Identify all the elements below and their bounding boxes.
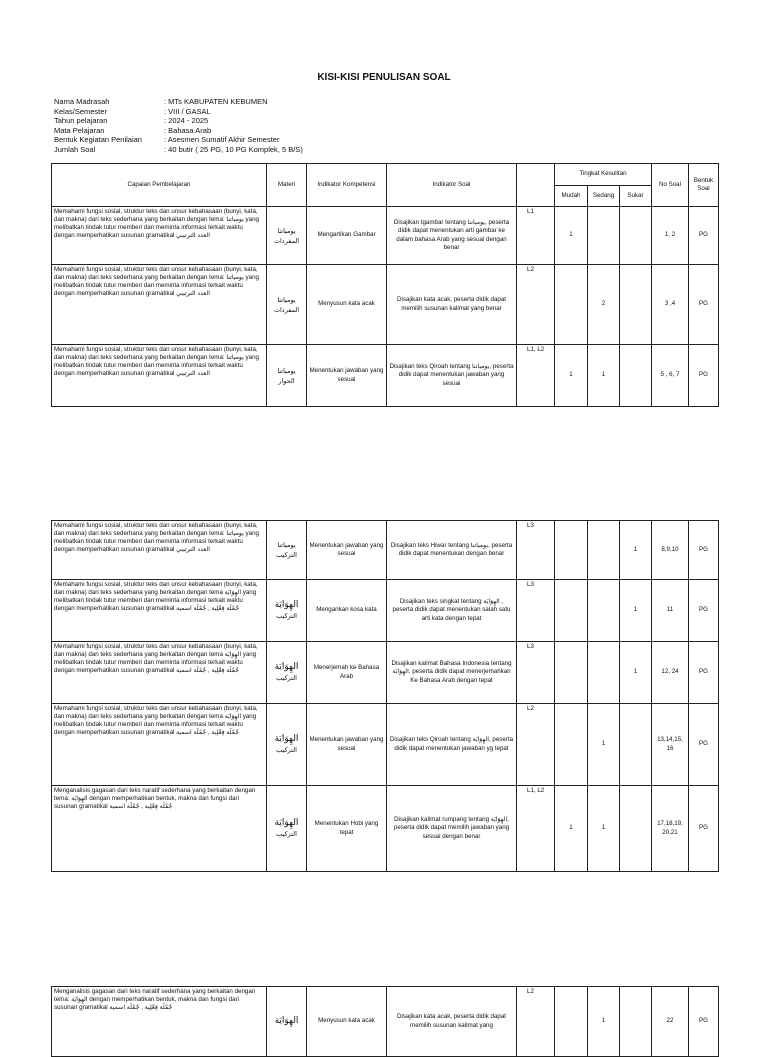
mudah-cell <box>555 987 588 1057</box>
materi-sub: التركيب <box>276 746 297 754</box>
indikator-soal-cell: Disajikan kalimat rumpang tentang الهِوَايَة, peserta didik dapat memilih jawaban yang sesuai dengan benar <box>387 786 517 872</box>
sukar-cell: 1 <box>620 580 652 642</box>
materi-tema: يومياتنا <box>277 541 296 549</box>
materi-text <box>269 366 304 386</box>
header-bentuk-soal: Bentuk Soal <box>689 164 719 207</box>
no-soal-cell: 13,14,15, 16 <box>652 704 689 786</box>
no-soal-cell: 12, 24 <box>652 642 689 704</box>
header-sukar: Sukar <box>620 186 652 207</box>
level-cell: L2 <box>517 265 555 345</box>
table-body <box>52 987 719 1057</box>
table-row <box>52 521 719 580</box>
capaian-cell: Memahami fungsi sosial, struktur teks dan unsur kebahasaan (bunyi, kata, dan makna) dari teks sederhana yang berkaitan dengan tema الهِوَايَة yang melibatkan tindak tutur memberi dan meminta informasi terkait waktu dengan memperhatikan susunan gramatikal جُمْلَة فِعْلِية , جُمْلَة اسمية <box>52 580 267 642</box>
level-cell: L1, L2 <box>517 345 555 407</box>
table-row <box>52 786 719 872</box>
materi-tema: الهِوَايَة <box>274 1016 299 1026</box>
level-cell: L2 <box>517 987 555 1057</box>
bentuk-soal-cell: PG <box>689 521 719 580</box>
indikator-kompetensi-cell: Mengarikan kosa kata <box>307 580 387 642</box>
materi-sub: التركيب <box>276 612 297 620</box>
sedang-cell <box>588 207 620 265</box>
indikator-kompetensi-cell: Menyusun kata acak <box>307 265 387 345</box>
sedang-cell <box>588 580 620 642</box>
sedang-cell: 1 <box>588 704 620 786</box>
materi-text <box>269 1016 304 1027</box>
info-row: Bentuk Kegiatan Penilaian : Asesmen Sumatif Akhir Semester <box>54 135 280 145</box>
mudah-cell <box>555 642 588 704</box>
indikator-kompetensi-cell: Mengartikan Gambar <box>307 207 387 265</box>
sukar-cell <box>620 704 652 786</box>
materi-tema: يومياتنا <box>277 226 296 235</box>
sedang-cell: 1 <box>588 786 620 872</box>
header-no-soal: No Soal <box>652 164 689 207</box>
kisi-table <box>51 520 719 872</box>
table-body <box>52 521 719 872</box>
level-cell: L2 <box>517 704 555 786</box>
header-mudah: Mudah <box>555 186 588 207</box>
materi-text <box>269 818 304 839</box>
mudah-cell: 1 <box>555 786 588 872</box>
sukar-cell: 1 <box>620 642 652 704</box>
level-cell: L3 <box>517 580 555 642</box>
indikator-kompetensi-cell: Menerjemah ke Bahasa Arab <box>307 642 387 704</box>
info-row: Kelas/Semester : VIII / GASAL <box>54 106 211 116</box>
materi-tema: الهِوَايَة <box>274 600 299 610</box>
materi-sub: التركيب <box>276 674 297 682</box>
no-soal-cell: 3 ,4 <box>652 265 689 345</box>
sukar-cell <box>620 265 652 345</box>
indikator-soal-cell: Disajikan teks Hiwar tentang يومياتنا, peserta didik dapat menentukan dengan benar <box>387 521 517 580</box>
table-row <box>52 345 719 407</box>
indikator-soal-cell: Disajikan kalimat Bahasa Indonesia tentang الهِوَايَة, peserta didik dapat menerjemahkan Ke Bahasa Arab dengan tepat <box>387 642 517 704</box>
indikator-soal-cell: Disajikan teks Qiroah tentang يومياتنا, peserta didik dapat menentukan jawaban yang sesuai <box>387 345 517 407</box>
materi-tema: يومياتنا <box>277 295 296 304</box>
table-row <box>52 207 719 265</box>
level-cell: L3 <box>517 642 555 704</box>
header-indikator-soal: Indikator Soal <box>387 164 517 207</box>
table-row <box>52 580 719 642</box>
sukar-cell <box>620 207 652 265</box>
header-tingkat-kesulitan: Tingkat Kesulitan <box>555 164 652 186</box>
materi-cell <box>267 521 307 580</box>
materi-cell <box>267 704 307 786</box>
header-materi: Materi <box>267 164 307 207</box>
sedang-cell <box>588 521 620 580</box>
table-row <box>52 704 719 786</box>
materi-text <box>269 734 304 755</box>
indikator-soal-cell: Disajikan teks singkat tentang الهِوَايَة , peserta didik dapat menentukan salah satu arti kata dengan tepat <box>387 580 517 642</box>
materi-cell <box>267 265 307 345</box>
capaian-cell: Memahami fungsi sosial, struktur teks dan unsur kebahasaan (bunyi, kata, dan makna) dari teks sederhana yang berkaitan dengan tema: يومياتنا yang melibatkan tindak tutur memberi dan meminta informasi terkait waktu dengan memperhatikan susunan gramatikal العدد الترتيبي <box>52 521 267 580</box>
table-row <box>52 265 719 345</box>
bentuk-soal-cell: PG <box>689 704 719 786</box>
no-soal-cell: 17,18,19, 20,21 <box>652 786 689 872</box>
header-sedang: Sedang <box>588 186 620 207</box>
materi-cell <box>267 580 307 642</box>
capaian-cell: Memahami fungsi sosial, struktur teks dan unsur kebahasaan (bunyi, kata, dan makna) dari teks sederhana yang berkaitan dengan tema: يومياتنا yang melibatkan tindak tutur memberi dan meminta informasi terkait waktu dengan memperhatikan susunan gramatikal العدد الترتيبي <box>52 207 267 265</box>
bentuk-soal-cell: PG <box>689 580 719 642</box>
capaian-cell: Menganalisis gagasan dari teks naratif sederhana yang berkaitan dengan tema: الهِوَايَة dengan memperhatikan bentuk, makna dan fungsi dari susunan gramatikal جُمْلَة فِعْلِية , جُمْلَة اسمية <box>52 987 267 1057</box>
info-row: Mata Pelajaran : Bahasa Arab <box>54 125 212 135</box>
materi-sub: التركيب <box>276 830 297 838</box>
table-body <box>52 207 719 407</box>
sukar-cell: 1 <box>620 521 652 580</box>
mudah-cell: 1 <box>555 345 588 407</box>
sedang-cell: 1 <box>588 345 620 407</box>
indikator-soal-cell: Disajikan tgambar tentang يومياتنا, peserta didik dapat menentukan arti gambar ke dalam bahasa Arab yang sesuai dengan benar <box>387 207 517 265</box>
materi-tema: الهِوَايَة <box>274 818 299 828</box>
page-title: KISI-KISI PENULISAN SOAL <box>317 72 451 83</box>
capaian-cell: Memahami fungsi sosial, struktur teks dan unsur kebahasaan (bunyi, kata, dan makna) dari teks sederhana yang berkaitan dengan tema: يومياتنا yang melibatkan tindak tutur memberi dan meminta informasi terkait waktu dengan memperhatikan susunan gramatikal العدد الترتيبي <box>52 265 267 345</box>
indikator-kompetensi-cell: Menentukan jawaban yang sesuai <box>307 704 387 786</box>
bentuk-soal-cell: PG <box>689 642 719 704</box>
no-soal-cell: 8,9,10 <box>652 521 689 580</box>
sukar-cell <box>620 345 652 407</box>
bentuk-soal-cell: PG <box>689 987 719 1057</box>
info-row: Tahun pelajaran : 2024 - 2025 <box>54 116 209 126</box>
table-row <box>52 642 719 704</box>
mudah-cell <box>555 580 588 642</box>
document-info <box>54 97 303 155</box>
materi-cell <box>267 642 307 704</box>
materi-sub: المفردات <box>273 236 300 245</box>
kisi-table <box>51 163 719 407</box>
indikator-kompetensi-cell: Menentukan jawaban yang sesuai <box>307 345 387 407</box>
no-soal-cell: 22 <box>652 987 689 1057</box>
no-soal-cell: 1, 2 <box>652 207 689 265</box>
info-row: Nama Madrasah : MTs KABUPATEN KEBUMEN <box>54 97 268 106</box>
indikator-soal-cell: Disajikan kata acak, peserta didik dapat memilih susunan kalimat yang benar <box>387 265 517 345</box>
indikator-kompetensi-cell: Menentukan Hobi yang tepat <box>307 786 387 872</box>
kisi-table <box>51 986 719 1057</box>
level-cell: L1, L2 <box>517 786 555 872</box>
header-indikator-kompetensi: Indikator Kompetensi <box>307 164 387 207</box>
level-cell: L3 <box>517 521 555 580</box>
mudah-cell: 1 <box>555 207 588 265</box>
bentuk-soal-cell: PG <box>689 786 719 872</box>
materi-cell <box>267 786 307 872</box>
materi-sub: الحوار <box>278 376 295 385</box>
level-cell: L1 <box>517 207 555 265</box>
materi-text <box>269 600 304 621</box>
sukar-cell <box>620 786 652 872</box>
mudah-cell <box>555 265 588 345</box>
table-row <box>52 987 719 1057</box>
capaian-cell: Memahami fungsi sosial, struktur teks dan unsur kebahasaan (bunyi, kata, dan makna) dari teks sederhana yang berkaitan dengan tema الهِوَايَة yang melibatkan tindak tutur memberi dan meminta informasi terkait waktu dengan memperhatikan susunan gramatikal جُمْلَة فِعْلِية , جُمْلَة اسمية <box>52 642 267 704</box>
header-capaian: Capaian Pembelajaran <box>52 164 267 207</box>
indikator-kompetensi-cell: Menentukan jawaban yang sesuai <box>307 521 387 580</box>
sedang-cell: 2 <box>588 265 620 345</box>
materi-cell <box>267 207 307 265</box>
bentuk-soal-cell: PG <box>689 265 719 345</box>
sukar-cell <box>620 987 652 1057</box>
no-soal-cell: 11 <box>652 580 689 642</box>
materi-text <box>269 540 304 560</box>
capaian-cell: Menganalisis gagasan dari teks naratif sederhana yang berkaitan dengan tema: الهِوَايَة dengan memperhatikan bentuk, makna dan fungsi dari susunan gramatikal جُمْلَة فِعْلِية , جُمْلَة اسمية <box>52 786 267 872</box>
materi-cell <box>267 987 307 1057</box>
indikator-soal-cell: Disajikan kata acak, peserta didik dapat memilih susunan kalimat yang <box>387 987 517 1057</box>
no-soal-cell: 5 , 6, 7 <box>652 345 689 407</box>
header-level <box>517 164 555 207</box>
sedang-cell <box>588 642 620 704</box>
bentuk-soal-cell: PG <box>689 207 719 265</box>
indikator-soal-cell: Disajikan teks Qiroah tentang الهِوَايَة, peserta didik dapat menentukan jawaban yg tepat <box>387 704 517 786</box>
mudah-cell <box>555 521 588 580</box>
materi-cell <box>267 345 307 407</box>
materi-text <box>269 226 304 246</box>
bentuk-soal-cell: PG <box>689 345 719 407</box>
mudah-cell <box>555 704 588 786</box>
materi-tema: يومياتنا <box>277 366 296 375</box>
info-row: Jumlah Soal : 40 butir ( 25 PG, 10 PG Komplek, 5 B/S) <box>54 144 303 154</box>
materi-sub: المفردات <box>273 305 300 314</box>
materi-tema: الهِوَايَة <box>274 734 299 744</box>
sedang-cell: 1 <box>588 987 620 1057</box>
materi-text <box>269 295 304 315</box>
materi-sub: التركيب <box>276 551 297 559</box>
indikator-kompetensi-cell: Menyusun kata acak <box>307 987 387 1057</box>
materi-tema: الهِوَايَة <box>274 662 299 672</box>
materi-text <box>269 662 304 683</box>
capaian-cell: Memahami fungsi sosial, struktur teks dan unsur kebahasaan (bunyi, kata, dan makna) dari teks sederhana yang berkaitan dengan tema: يومياتنا yang melibatkan tindak tutur memberi dan meminta informasi terkait waktu dengan memperhatikan susunan gramatikal العدد الترتيبي <box>52 345 267 407</box>
capaian-cell: Memahami fungsi sosial, struktur teks dan unsur kebahasaan (bunyi, kata, dan makna) dari teks sederhana yang berkaitan dengan tema الهِوَايَة yang melibatkan tindak tutur memberi dan meminta informasi terkait waktu dengan memperhatikan susunan gramatikal جُمْلَة فِعْلِية , جُمْلَة اسمية <box>52 704 267 786</box>
